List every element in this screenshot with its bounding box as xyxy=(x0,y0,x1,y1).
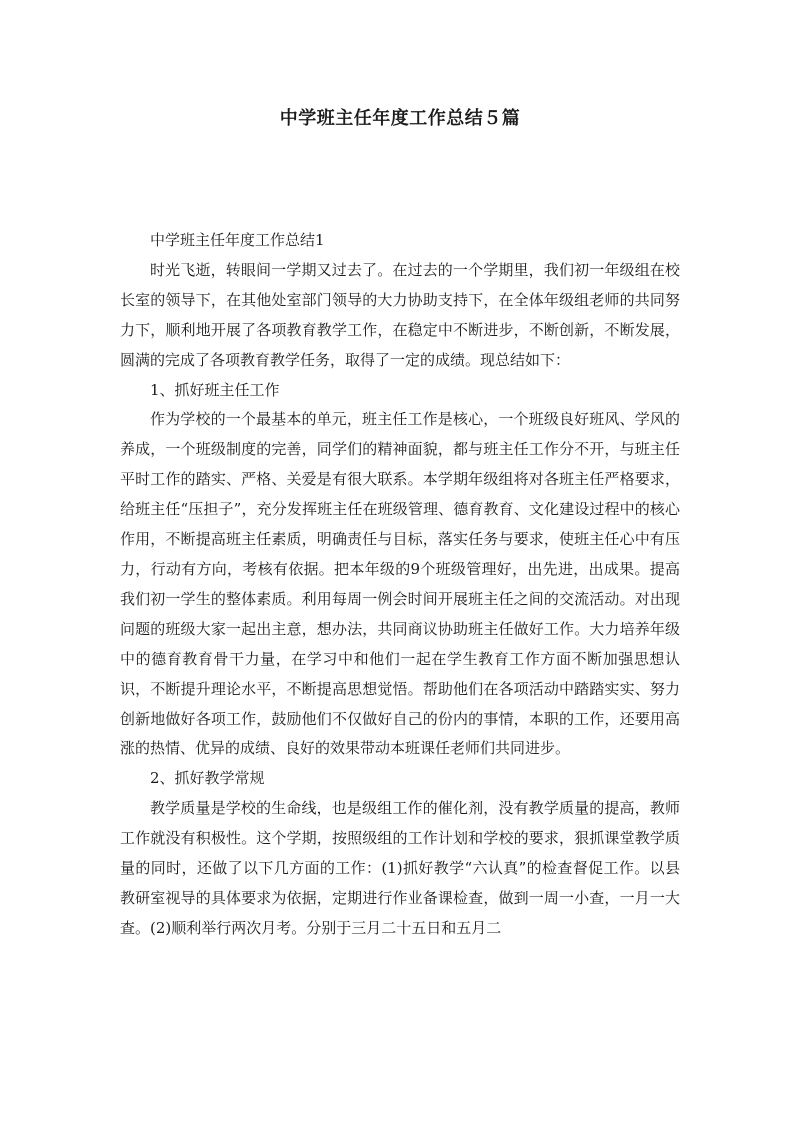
document-body xyxy=(120,226,680,944)
document-title: 中学班主任年度工作总结５篇 xyxy=(279,108,521,129)
body-paragraph: 时光飞逝，转眼间一学期又过去了。在过去的一个学期里，我们初一年级组在校长室的领导下，在其他处室部门领导的大力协助支持下，在全体年级组老师的共同努力下，顺利地开展了各项教育教学工作，在稳定中不断进步，不断创新，不断发展，圆满的完成了各项教育教学任务，取得了一定的成绩。现总结如下： xyxy=(120,260,680,369)
section-heading: 中学班主任年度工作总结1 xyxy=(150,231,325,249)
section-heading: 1、抓好班主任工作 xyxy=(150,380,280,399)
body-paragraph: 作为学校的一个最基本的单元，班主任工作是核心，一个班级良好班风、学风的养成，一个班级制度的完善，同学们的精神面貌，都与班主任工作分不开，与班主任平时工作的踏实、严格、关爱是有很大联系。本学期年级组将对各班主任严格要求，给班主任“压担子”，充分发挥班主任在班级管理、德育教育、文化建设过程中的核心作用，不断提高班主任素质，明确责任与目标，落实任务与要求，使班主任心中有压力，行动有方向，考核有依据。把本年级的9个班级管理好，出先进，出成果。提高我们初一学生的整体素质。利用每周一例会时间开展班主任之间的交流活动。对出现问题的班级大家一起出主意，想办法，共同商议协助班主任做好工作。大力培养年级中的德育教育骨干力量，在学习中和他们一起在学生教育工作方面不断加强思想认识，不断提升理论水平，不断提高思想觉悟。帮助他们在各项活动中踏踏实实、努力创新地做好各项工作，鼓励他们不仅做好自己的份内的事情，本职的工作，还要用高涨的热情、优异的成绩、良好的效果带动本班课任老师们共同进步。 xyxy=(120,410,680,758)
body-paragraph: 教学质量是学校的生命线，也是级组工作的催化剂，没有教学质量的提高，教师工作就没有积极性。这个学期，按照级组的工作计划和学校的要求，狠抓课堂教学质量的同时，还做了以下几方面的工作：(1)抓好教学“六认真”的检查督促工作。以县教研室视导的具体要求为依据，定期进行作业备课检查，做到一周一小查，一月一大查。(2)顺利举行两次月考。分别于三月二十五日和五月二 xyxy=(120,799,680,937)
section-heading: 2、抓好教学常规 xyxy=(150,769,265,788)
